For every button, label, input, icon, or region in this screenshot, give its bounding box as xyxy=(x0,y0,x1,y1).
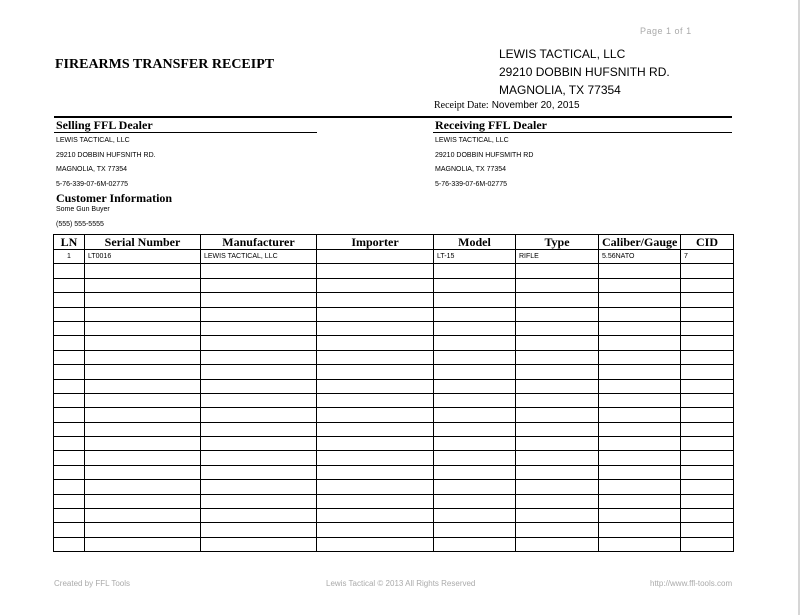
table-cell-empty xyxy=(516,537,599,551)
receipt-date-value: November 20, 2015 xyxy=(491,100,580,111)
table-cell-empty xyxy=(516,393,599,407)
table-cell-empty xyxy=(317,321,434,335)
table-cell-empty xyxy=(681,365,734,379)
page-title: FIREARMS TRANSFER RECEIPT xyxy=(55,57,275,72)
table-cell-empty xyxy=(85,379,201,393)
table-cell-empty xyxy=(516,523,599,537)
table-cell-empty xyxy=(434,336,516,350)
table-cell-empty xyxy=(54,293,85,307)
table-cell-empty xyxy=(681,336,734,350)
cell-type: RIFLE xyxy=(516,250,599,264)
table-row-empty xyxy=(54,422,734,436)
table-cell-empty xyxy=(516,307,599,321)
table-cell-empty xyxy=(681,509,734,523)
col-header-model: Model xyxy=(434,235,516,250)
table-cell-empty xyxy=(434,278,516,292)
table-cell-empty xyxy=(54,537,85,551)
table-cell-empty xyxy=(317,523,434,537)
table-cell-empty xyxy=(317,465,434,479)
table-cell-empty xyxy=(681,437,734,451)
table-cell-empty xyxy=(599,336,681,350)
table-cell-empty xyxy=(516,336,599,350)
table-cell-empty xyxy=(85,321,201,335)
table-cell-empty xyxy=(54,264,85,278)
col-header-serial: Serial Number xyxy=(85,235,201,250)
table-cell-empty xyxy=(54,422,85,436)
customer-name: Some Gun Buyer xyxy=(56,206,110,213)
table-cell-empty xyxy=(201,336,317,350)
table-cell-empty xyxy=(681,321,734,335)
table-row-empty xyxy=(54,465,734,479)
table-cell-empty xyxy=(317,494,434,508)
table-cell-empty xyxy=(599,379,681,393)
table-cell-empty xyxy=(516,321,599,335)
table-cell-empty xyxy=(434,437,516,451)
table-row-empty xyxy=(54,537,734,551)
table-cell-empty xyxy=(317,336,434,350)
table-cell-empty xyxy=(85,465,201,479)
table-cell-empty xyxy=(54,350,85,364)
table-cell-empty xyxy=(599,451,681,465)
table-cell-empty xyxy=(516,350,599,364)
table-cell-empty xyxy=(434,264,516,278)
table-cell-empty xyxy=(516,264,599,278)
table-cell-empty xyxy=(599,278,681,292)
table-cell-empty xyxy=(599,494,681,508)
selling-dealer-heading: Selling FFL Dealer xyxy=(56,118,153,132)
table-row-empty xyxy=(54,379,734,393)
table-cell-empty xyxy=(434,494,516,508)
table-cell-empty xyxy=(201,393,317,407)
table-cell-empty xyxy=(201,465,317,479)
col-header-cid: CID xyxy=(681,235,734,250)
table-cell-empty xyxy=(516,480,599,494)
receiving-dealer-details xyxy=(435,134,533,192)
table-row-empty xyxy=(54,278,734,292)
selling-license: 5-76-339-07-6M-02775 xyxy=(56,180,128,188)
table-row-empty xyxy=(54,365,734,379)
table-row xyxy=(54,250,734,264)
table-row-empty xyxy=(54,336,734,350)
cell-cid: 7 xyxy=(681,250,734,264)
table-cell-empty xyxy=(317,537,434,551)
table-cell-empty xyxy=(516,365,599,379)
table-cell-empty xyxy=(85,336,201,350)
table-cell-empty xyxy=(85,537,201,551)
table-cell-empty xyxy=(434,379,516,393)
table-cell-empty xyxy=(85,365,201,379)
table-row-empty xyxy=(54,321,734,335)
table-cell-empty xyxy=(681,278,734,292)
table-cell-empty xyxy=(599,293,681,307)
table-cell-empty xyxy=(681,408,734,422)
table-cell-empty xyxy=(317,451,434,465)
table-cell-empty xyxy=(434,321,516,335)
table-cell-empty xyxy=(681,537,734,551)
table-row-empty xyxy=(54,408,734,422)
table-cell-empty xyxy=(85,278,201,292)
header-divider xyxy=(54,116,732,118)
table-cell-empty xyxy=(201,365,317,379)
receipt-date-label: Receipt Date: xyxy=(434,100,489,111)
table-cell-empty xyxy=(54,408,85,422)
table-cell-empty xyxy=(201,437,317,451)
table-row-empty xyxy=(54,437,734,451)
table-cell-empty xyxy=(54,494,85,508)
cell-serial: LT0016 xyxy=(85,250,201,264)
table-cell-empty xyxy=(201,264,317,278)
customer-heading: Customer Information xyxy=(56,191,173,205)
table-cell-empty xyxy=(85,480,201,494)
table-cell-empty xyxy=(599,523,681,537)
table-cell-empty xyxy=(599,537,681,551)
table-cell-empty xyxy=(85,307,201,321)
table-cell-empty xyxy=(434,393,516,407)
table-cell-empty xyxy=(599,321,681,335)
table-cell-empty xyxy=(54,480,85,494)
selling-address: 29210 DOBBIN HUFSNITH RD. xyxy=(56,151,156,159)
table-row-empty xyxy=(54,264,734,278)
table-cell-empty xyxy=(599,465,681,479)
table-cell-empty xyxy=(317,509,434,523)
table-cell-empty xyxy=(599,264,681,278)
table-cell-empty xyxy=(434,293,516,307)
table-cell-empty xyxy=(54,379,85,393)
company-header xyxy=(499,45,670,99)
table-cell-empty xyxy=(54,365,85,379)
page-indicator: Page 1 of 1 xyxy=(640,26,692,36)
table-cell-empty xyxy=(201,350,317,364)
receiving-name: LEWIS TACTICAL, LLC xyxy=(435,137,509,144)
table-cell-empty xyxy=(54,437,85,451)
table-cell-empty xyxy=(54,321,85,335)
table-cell-empty xyxy=(54,278,85,292)
firearms-table xyxy=(53,234,734,552)
table-cell-empty xyxy=(681,451,734,465)
receiving-divider xyxy=(433,132,732,133)
table-cell-empty xyxy=(516,293,599,307)
table-cell-empty xyxy=(85,350,201,364)
selling-name: LEWIS TACTICAL, LLC xyxy=(56,137,130,144)
table-cell-empty xyxy=(317,422,434,436)
footer-copyright: Lewis Tactical © 2013 All Rights Reserved xyxy=(326,579,476,588)
customer-phone: (555) 555-5555 xyxy=(56,220,104,228)
table-cell-empty xyxy=(317,379,434,393)
table-row-empty xyxy=(54,393,734,407)
company-city: MAGNOLIA, TX 77354 xyxy=(499,83,621,97)
table-cell-empty xyxy=(201,307,317,321)
cell-manufacturer: LEWIS TACTICAL, LLC xyxy=(201,250,317,264)
receiving-address: 29210 DOBBIN HUFSMITH RD xyxy=(435,151,534,159)
selling-city: MAGNOLIA, TX 77354 xyxy=(56,166,128,173)
table-cell-empty xyxy=(54,465,85,479)
receiving-license: 5-76-339-07-6M-02775 xyxy=(435,180,507,188)
table-row-empty xyxy=(54,480,734,494)
table-cell-empty xyxy=(434,480,516,494)
table-cell-empty xyxy=(201,293,317,307)
table-cell-empty xyxy=(201,408,317,422)
table-cell-empty xyxy=(599,350,681,364)
table-cell-empty xyxy=(85,523,201,537)
table-cell-empty xyxy=(317,350,434,364)
table-cell-empty xyxy=(599,422,681,436)
table-header-row xyxy=(54,235,734,250)
table-cell-empty xyxy=(317,264,434,278)
table-cell-empty xyxy=(201,494,317,508)
table-cell-empty xyxy=(317,408,434,422)
table-cell-empty xyxy=(434,523,516,537)
table-cell-empty xyxy=(599,408,681,422)
selling-dealer-details xyxy=(56,134,156,192)
table-cell-empty xyxy=(516,422,599,436)
table-cell-empty xyxy=(317,307,434,321)
company-name: LEWIS TACTICAL, LLC xyxy=(499,47,626,61)
table-cell-empty xyxy=(599,437,681,451)
table-row-empty xyxy=(54,350,734,364)
table-cell-empty xyxy=(201,278,317,292)
table-cell-empty xyxy=(681,350,734,364)
table-cell-empty xyxy=(516,494,599,508)
cell-importer xyxy=(317,250,434,264)
table-cell-empty xyxy=(317,293,434,307)
col-header-importer: Importer xyxy=(317,235,434,250)
table-cell-empty xyxy=(317,437,434,451)
table-cell-empty xyxy=(54,336,85,350)
table-cell-empty xyxy=(434,422,516,436)
table-cell-empty xyxy=(85,509,201,523)
table-cell-empty xyxy=(681,422,734,436)
table-cell-empty xyxy=(54,451,85,465)
table-cell-empty xyxy=(681,523,734,537)
table-cell-empty xyxy=(201,523,317,537)
table-cell-empty xyxy=(434,408,516,422)
cell-caliber: 5.56NATO xyxy=(599,250,681,264)
table-cell-empty xyxy=(317,393,434,407)
table-cell-empty xyxy=(434,509,516,523)
table-cell-empty xyxy=(599,365,681,379)
table-cell-empty xyxy=(434,465,516,479)
table-cell-empty xyxy=(85,293,201,307)
cell-ln: 1 xyxy=(54,250,85,264)
table-cell-empty xyxy=(85,451,201,465)
table-cell-empty xyxy=(681,480,734,494)
receiving-dealer-heading: Receiving FFL Dealer xyxy=(435,118,547,132)
table-cell-empty xyxy=(201,480,317,494)
table-cell-empty xyxy=(85,494,201,508)
col-header-manufacturer: Manufacturer xyxy=(201,235,317,250)
table-cell-empty xyxy=(54,307,85,321)
col-header-caliber: Caliber/Gauge xyxy=(599,235,681,250)
footer-url: http://www.ffl-tools.com xyxy=(650,579,733,588)
table-cell-empty xyxy=(317,365,434,379)
table-cell-empty xyxy=(681,293,734,307)
table-cell-empty xyxy=(317,278,434,292)
table-cell-empty xyxy=(201,537,317,551)
receipt-date xyxy=(434,100,580,111)
table-cell-empty xyxy=(434,451,516,465)
table-cell-empty xyxy=(201,422,317,436)
table-row-empty xyxy=(54,509,734,523)
table-cell-empty xyxy=(201,451,317,465)
table-cell-empty xyxy=(516,465,599,479)
table-row-empty xyxy=(54,293,734,307)
table-cell-empty xyxy=(516,379,599,393)
table-cell-empty xyxy=(516,451,599,465)
table-cell-empty xyxy=(516,278,599,292)
table-cell-empty xyxy=(201,379,317,393)
table-cell-empty xyxy=(681,393,734,407)
table-cell-empty xyxy=(201,321,317,335)
table-cell-empty xyxy=(54,393,85,407)
table-cell-empty xyxy=(681,264,734,278)
company-address: 29210 DOBBIN HUFSNITH RD. xyxy=(499,65,670,79)
col-header-type: Type xyxy=(516,235,599,250)
table-cell-empty xyxy=(681,465,734,479)
table-cell-empty xyxy=(599,393,681,407)
table-cell-empty xyxy=(599,509,681,523)
col-header-ln: LN xyxy=(54,235,85,250)
table-cell-empty xyxy=(599,480,681,494)
table-cell-empty xyxy=(85,422,201,436)
table-cell-empty xyxy=(516,408,599,422)
table-cell-empty xyxy=(434,365,516,379)
table-cell-empty xyxy=(434,307,516,321)
table-cell-empty xyxy=(85,408,201,422)
table-cell-empty xyxy=(681,307,734,321)
receiving-city: MAGNOLIA, TX 77354 xyxy=(435,166,507,173)
table-cell-empty xyxy=(434,537,516,551)
table-row-empty xyxy=(54,307,734,321)
table-cell-empty xyxy=(681,379,734,393)
table-cell-empty xyxy=(516,437,599,451)
table-cell-empty xyxy=(516,509,599,523)
table-row-empty xyxy=(54,523,734,537)
cell-model: LT-15 xyxy=(434,250,516,264)
customer-details xyxy=(56,203,110,232)
table-cell-empty xyxy=(85,437,201,451)
table-cell-empty xyxy=(434,350,516,364)
table-cell-empty xyxy=(317,480,434,494)
table-cell-empty xyxy=(201,509,317,523)
footer-created-by: Created by FFL Tools xyxy=(54,579,131,588)
table-cell-empty xyxy=(85,264,201,278)
table-cell-empty xyxy=(681,494,734,508)
table-cell-empty xyxy=(54,523,85,537)
selling-divider xyxy=(54,132,317,133)
table-cell-empty xyxy=(599,307,681,321)
table-row-empty xyxy=(54,451,734,465)
table-cell-empty xyxy=(85,393,201,407)
table-row-empty xyxy=(54,494,734,508)
table-cell-empty xyxy=(54,509,85,523)
